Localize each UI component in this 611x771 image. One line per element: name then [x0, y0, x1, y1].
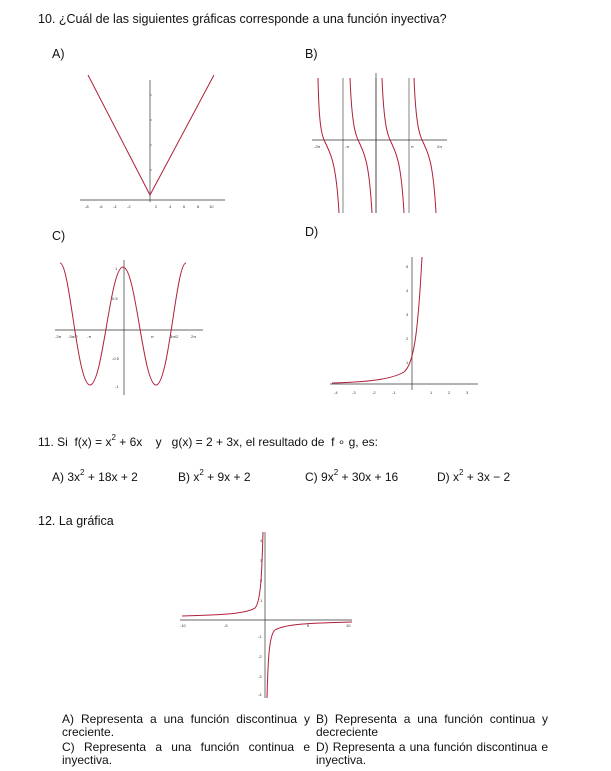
q12-tick: -2 [258, 654, 262, 659]
graph-c-tick: -0.5 [112, 356, 119, 361]
graph-d-tick: 3 [466, 390, 469, 395]
q12-tick: 10 [346, 623, 351, 628]
option-label-a: A) [52, 47, 65, 61]
graph-c-tick: -2π [55, 334, 62, 339]
q12-tick: -3 [258, 674, 262, 679]
answer-c[interactable]: C) $9x^2 + 30x + 16$ [305, 468, 399, 484]
graph-d-tick: 5 [406, 264, 409, 269]
graph-b-tick: -2π [314, 144, 321, 149]
graph-a-tick: 8 [197, 204, 200, 209]
graph-d-tick: 4 [406, 288, 409, 293]
q12-option-a[interactable]: A) Representa a una función discontinua y creciente. [62, 712, 310, 739]
graph-b [312, 68, 452, 218]
graph-a-tick: -6 [99, 204, 103, 209]
q12-tick: 5 [307, 623, 310, 628]
question-12-title: 12. La gráfica [38, 514, 114, 528]
graph-c [55, 255, 205, 400]
graph-d-tick: -2 [372, 390, 376, 395]
q12-option-c[interactable]: C) Representa a una función continua e inyectiva. [62, 740, 310, 767]
graph-d-tick: 2 [448, 390, 451, 395]
answer-a[interactable]: A) $3x^2 + 18x + 2$ [52, 468, 138, 484]
answer-b[interactable]: B) $x^2 + 9x + 2$ [178, 468, 251, 484]
q12-tick: 3 [260, 558, 263, 563]
graph-d-tick: 2 [406, 336, 409, 341]
graph-a-tick: -2 [127, 204, 131, 209]
option-label-c: C) [52, 229, 66, 243]
graph-d-tick: -4 [334, 390, 338, 395]
graph-d-tick: 3 [406, 312, 409, 317]
graph-c-tick: -π [87, 334, 92, 339]
graph-d [330, 252, 480, 402]
graph-a-tick: 2 [155, 204, 158, 209]
graph-b-tick: -π [345, 144, 350, 149]
question-10-text: 10. ¿Cuál de las siguientes gráficas corresponde a una función inyectiva? [38, 12, 447, 26]
graph-c-tick: 1 [115, 266, 118, 271]
graph-d-tick: 1 [406, 360, 409, 365]
graph-a-tick: 6 [183, 204, 186, 209]
question-11-text: 11. Si $f(x) = x^2 + 6x$ y g(x) = 2 + 3x, el resultado de f ∘ g, es: [38, 433, 378, 449]
graph-c-tick: 3π/2 [170, 334, 179, 339]
graph-a-tick: 10 [209, 204, 214, 209]
graph-d-tick: 1 [430, 390, 433, 395]
option-label-d: D) [305, 225, 319, 239]
graph-a-tick: 4 [169, 204, 172, 209]
graph-c-tick: π [151, 334, 154, 339]
graph-c-tick: -3π/2 [68, 334, 78, 339]
graph-b-tick: 2π [437, 144, 442, 149]
q12-option-d[interactable]: D) Representa a una función discontinua e inyectiva. [316, 740, 548, 767]
graph-a-tick: -4 [113, 204, 117, 209]
option-label-b: B) [305, 47, 318, 61]
graph-b-tick: π [411, 144, 414, 149]
q12-tick: -4 [258, 692, 262, 697]
q12-tick: 2 [260, 578, 263, 583]
q12-tick: -1 [258, 634, 262, 639]
q12-tick: 4 [260, 538, 263, 543]
graph-c-tick: -1 [115, 384, 119, 389]
graph-d-tick: -3 [352, 390, 356, 395]
q12-tick: -10 [180, 623, 186, 628]
graph-a-tick: -8 [85, 204, 89, 209]
q12-tick: -5 [224, 623, 228, 628]
answer-d[interactable]: D) $x^2 + 3x - 2$ [437, 468, 511, 484]
graph-q12 [180, 530, 355, 700]
graph-a [80, 70, 230, 220]
graph-c-tick: 2π [191, 334, 196, 339]
graph-d-tick: -1 [392, 390, 396, 395]
q12-option-b[interactable]: B) Representa a una función continua y decreciente [316, 712, 548, 739]
graph-c-tick: 0.5 [112, 296, 118, 301]
q12-tick: 1 [260, 598, 263, 603]
